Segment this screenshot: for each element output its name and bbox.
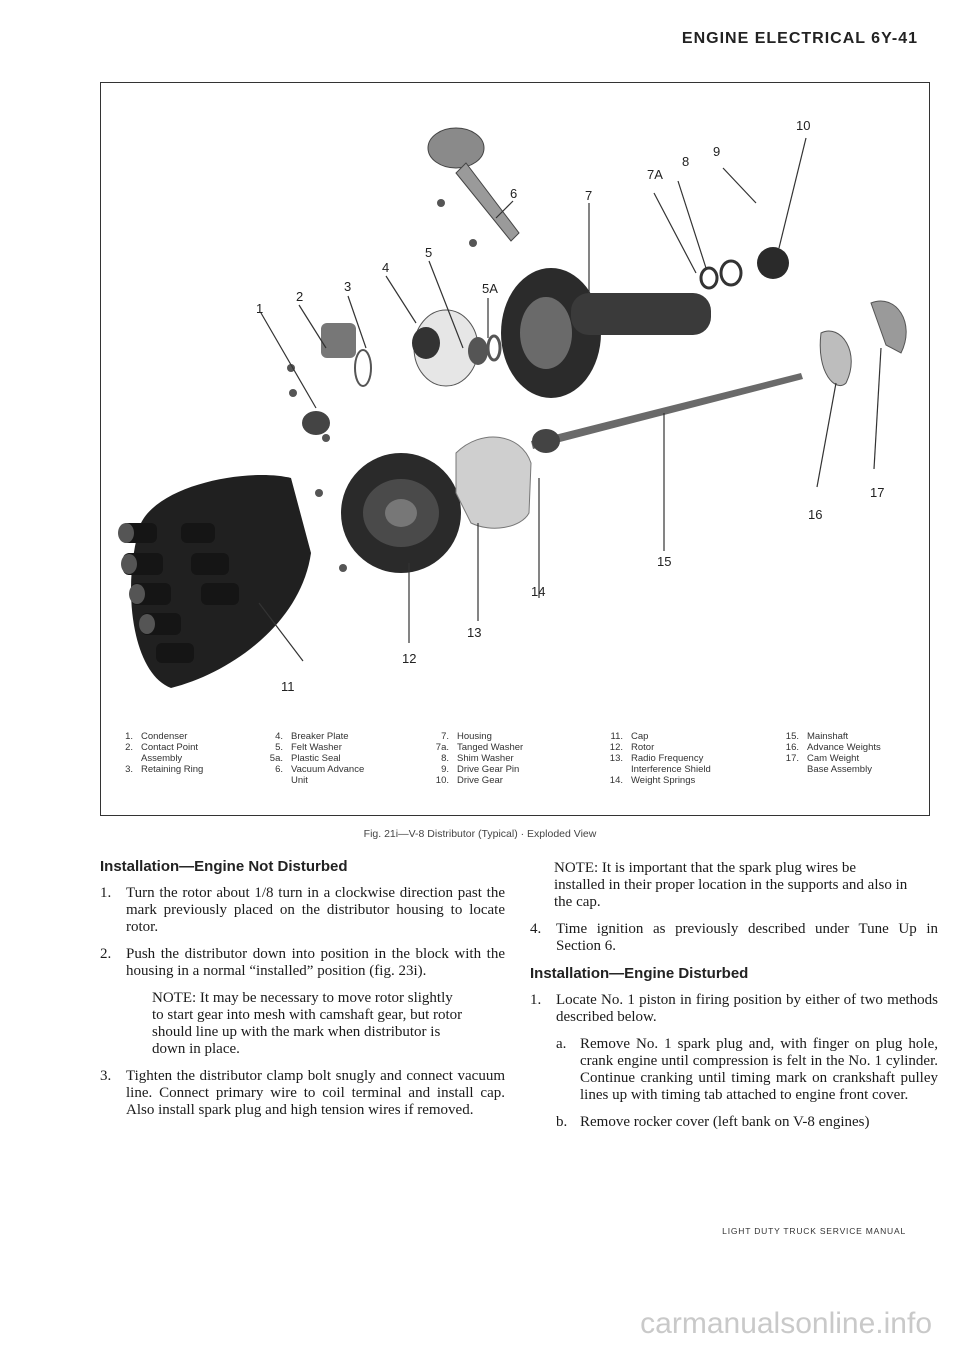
page-footer: LIGHT DUTY TRUCK SERVICE MANUAL [722, 1226, 906, 1236]
legend-item: 7. Housing [441, 731, 492, 742]
legend-item: 8. Shim Washer [441, 753, 514, 764]
step-item: 1. Locate No. 1 piston in firing position by either of two methods described below. [530, 992, 938, 1025]
felt-washer-part [468, 337, 488, 365]
callout-11: 11 [281, 679, 295, 694]
rfi-shield-part [456, 437, 531, 528]
substep-item: b. Remove rocker cover (left bank on V-8 engines) [556, 1114, 870, 1130]
callout-5a: 5A [482, 281, 498, 296]
cap-part [118, 475, 311, 688]
callout-1: 1 [256, 301, 264, 316]
step-item: 4. Time ignition as previously described under Tune Up in Section 6. [530, 921, 938, 954]
legend-item: 9. Drive Gear Pin [441, 764, 520, 775]
leader-lines [259, 138, 881, 661]
advance-weights-part [820, 301, 906, 386]
callout-16: 16 [808, 507, 823, 522]
rotor-part [341, 453, 461, 573]
housing-part [501, 268, 711, 398]
callout-7: 7 [585, 188, 593, 203]
legend-column [111, 731, 251, 775]
vacuum-advance-part [428, 128, 519, 241]
figure-legend [101, 731, 928, 813]
figure-box [100, 82, 930, 816]
legend-item: 4. Breaker Plate [275, 731, 349, 742]
section-heading: Installation—Engine Not Disturbed [100, 858, 348, 875]
figure-caption: Fig. 21i—V-8 Distributor (Typical) · Exploded View [363, 828, 597, 840]
distributor-exploded-illustration [101, 83, 928, 723]
legend-item: 17. Cam Weight Base Assembly [785, 753, 872, 775]
legend-item: 5a. Plastic Seal [269, 753, 341, 764]
callout-7a: 7A [647, 167, 663, 182]
breaker-plate-part [412, 310, 478, 386]
section-heading: Installation—Engine Disturbed [530, 965, 749, 982]
legend-item: 5. Felt Washer [275, 742, 342, 753]
left-column [100, 858, 505, 1129]
drive-gear-part [701, 247, 789, 288]
callout-14: 14 [531, 584, 546, 599]
callout-3: 3 [344, 279, 352, 294]
legend-column [261, 731, 411, 786]
legend-item: 1. Condenser [125, 731, 188, 742]
plastic-seal-part [488, 336, 500, 360]
note: NOTE: It is important that the spark plug wires be installed in their proper location in the supports and also in the cap. [554, 860, 908, 910]
callout-13: 13 [467, 625, 482, 640]
legend-column [427, 731, 587, 786]
legend-item: 3. Retaining Ring [125, 764, 204, 775]
right-column [530, 858, 938, 1141]
legend-item: 7a. Tanged Washer [435, 742, 524, 753]
callout-10: 10 [796, 118, 811, 133]
legend-item: 13. Radio Frequency Interference Shield [609, 753, 711, 775]
callout-6: 6 [510, 186, 518, 201]
legend-item: 11. Cap [610, 731, 649, 742]
step-item: 3. Tighten the distributor clamp bolt snugly and connect vacuum line. Connect primary wire to coil terminal and install cap. Also install spark plug and high tension wires if removed. [100, 1068, 505, 1118]
page-header: ENGINE ELECTRICAL 6Y-41 [681, 30, 918, 47]
note: NOTE: It may be necessary to move rotor slightly to start gear into mesh with camshaft gear, but rotor should line up with the mark when distributor is down in place. [152, 990, 463, 1057]
legend-item: 12. Rotor [609, 742, 655, 753]
legend-item: 15. Mainshaft [785, 731, 849, 742]
legend-column [777, 731, 925, 775]
legend-item: 14. Weight Springs [609, 775, 696, 786]
legend-item: 16. Advance Weights [785, 742, 881, 753]
callout-8: 8 [682, 154, 690, 169]
callout-9: 9 [713, 144, 721, 159]
callout-5: 5 [425, 245, 433, 260]
legend-item: 6. Vacuum Advance Unit [275, 764, 365, 786]
callout-4: 4 [382, 260, 390, 275]
watermark: carmanualsonline.info [640, 1307, 932, 1340]
legend-column [601, 731, 771, 786]
legend-item: 2. Contact Point Assembly [125, 742, 199, 764]
callout-12: 12 [402, 651, 417, 666]
callout-17: 17 [870, 485, 885, 500]
legend-item: 10. Drive Gear [435, 775, 503, 786]
callout-2: 2 [296, 289, 304, 304]
step-item: 1. Turn the rotor about 1/8 turn in a clockwise direction past the mark previously placed on the distributor housing to locate rotor. [100, 885, 505, 935]
callout-15: 15 [657, 554, 672, 569]
contact-point-part [302, 323, 371, 435]
substep-item: a. Remove No. 1 spark plug and, with finger on plug hole, crank engine until compression is felt in the No. 1 cylinder. Continue cranking until timing mark on crankshaft pulley lines up with timing tab attached to engine front cover. [556, 1036, 938, 1103]
step-item: 2. Push the distributor down into position in the block with the housing in a normal “installed” position (fig. 23i). [100, 946, 505, 979]
